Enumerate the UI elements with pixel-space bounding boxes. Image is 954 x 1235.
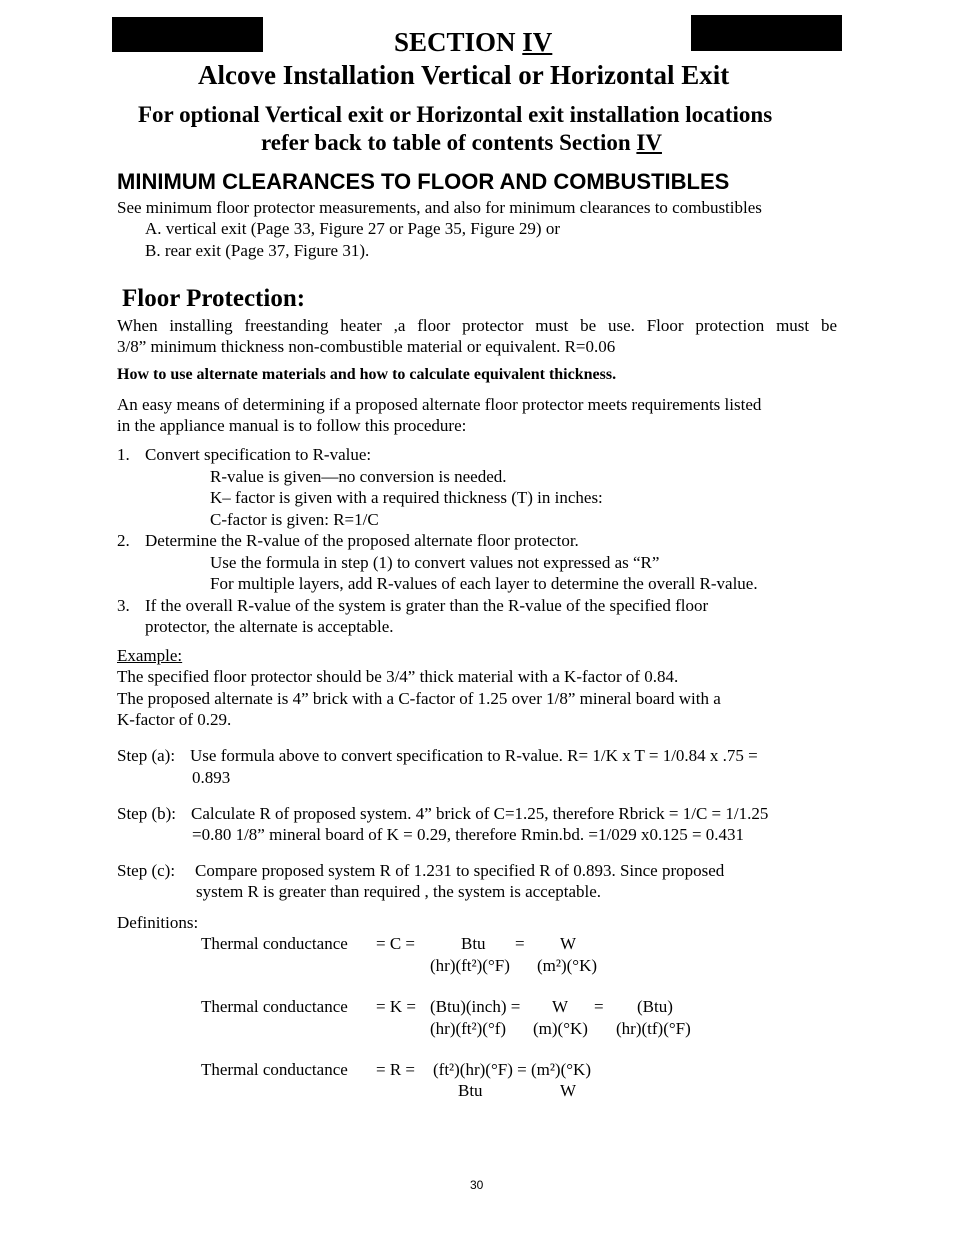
procedure-step-text: Determine the R-value of the proposed alternate floor protector. xyxy=(145,531,579,550)
procedure-intro-line-1: An easy means of determining if a proposed alternate floor protector meets requirements listed xyxy=(117,395,762,414)
subtitle-line-2 xyxy=(261,130,662,156)
floor-protection-para-line-1: When installing freestanding heater ,a floor protector must be use. Floor protection must be xyxy=(117,316,837,335)
formula-term: W xyxy=(560,1081,577,1100)
alternate-materials-heading: How to use alternate materials and how to calculate equivalent thickness. xyxy=(117,366,617,383)
formula-term: (hr)(tf)(°F) xyxy=(616,1019,691,1038)
procedure-substep: C-factor is given: R=1/C xyxy=(210,510,379,529)
step-line-1: Calculate R of proposed system. 4” brick of C=1.25, therefore Rbrick = 1/C = 1/1.25 xyxy=(191,804,769,823)
example-line-1: The specified floor protector should be 3/4” thick material with a K-factor of 0.84. xyxy=(117,667,679,686)
floor-protection-heading: Floor Protection: xyxy=(122,285,306,312)
definition-equals: = R = xyxy=(376,1060,416,1079)
page-title: Alcove Installation Vertical or Horizontal Exit xyxy=(198,60,730,90)
procedure-step-text: Convert specification to R-value: xyxy=(145,445,372,464)
procedure-substep: R-value is given—no conversion is needed. xyxy=(210,467,507,486)
definition-equals: = C = xyxy=(376,934,416,953)
formula-term: (hr)(ft²)(°F) xyxy=(430,956,510,975)
formula-term: Btu xyxy=(458,1081,483,1100)
floor-protection-para-line-2: 3/8” minimum thickness non-combustible material or equivalent. R=0.06 xyxy=(117,337,616,356)
step-line-2: system R is greater than required , the system is acceptable. xyxy=(196,882,602,901)
formula-term: = xyxy=(515,934,525,953)
redaction-bar-right xyxy=(691,15,842,51)
procedure-step-text-cont: protector, the alternate is acceptable. xyxy=(145,617,394,636)
subtitle-line-1: For optional Vertical exit or Horizontal exit installation locations xyxy=(138,102,773,127)
step-line-2: =0.80 1/8” mineral board of K = 0.29, therefore Rmin.bd. =1/029 x0.125 = 0.431 xyxy=(192,825,745,844)
subtitle-line-2-prefix: refer back to table of contents Section xyxy=(261,130,631,155)
example-line-2: The proposed alternate is 4” brick with a C-factor of 1.25 over 1/8” mineral board with a xyxy=(117,689,721,708)
formula-term: (Btu)(inch) = xyxy=(430,997,521,1016)
redaction-bar-left xyxy=(112,17,263,52)
clearances-intro: See minimum floor protector measurements, and also for minimum clearances to combustibles xyxy=(117,198,762,217)
step-line-2: 0.893 xyxy=(192,768,231,787)
example-line-3: K-factor of 0.29. xyxy=(117,710,232,729)
definition-name: Thermal conductance xyxy=(201,997,348,1016)
procedure-substep: K– factor is given with a required thickness (T) in inches: xyxy=(210,488,603,507)
procedure-number: 1. xyxy=(117,445,130,464)
procedure-step-text: If the overall R-value of the system is grater than the R-value of the specified floor xyxy=(145,596,709,615)
step-label: Step (b): xyxy=(117,804,177,823)
example-label: Example: xyxy=(117,646,183,665)
formula-term: (Btu) xyxy=(637,997,673,1016)
formula-term: W xyxy=(560,934,577,953)
section-heading xyxy=(394,27,552,58)
procedure-number: 2. xyxy=(117,531,130,550)
formula-term: W xyxy=(552,997,569,1016)
clearances-item-b: B. rear exit (Page 37, Figure 31). xyxy=(145,241,370,260)
procedure-number: 3. xyxy=(117,596,130,615)
subtitle-line-2-numeral: IV xyxy=(636,130,662,155)
formula-term: (ft²)(hr)(°F) = (m²)(°K) xyxy=(433,1060,591,1079)
definition-equals: = K = xyxy=(376,997,416,1016)
procedure-substep: Use the formula in step (1) to convert values not expressed as “R” xyxy=(210,553,660,572)
definition-name: Thermal conductance xyxy=(201,1060,348,1079)
step-label: Step (c): xyxy=(117,861,176,880)
formula-term: (m)(°K) xyxy=(533,1019,588,1038)
formula-term: (hr)(ft²)(°f) xyxy=(430,1019,507,1038)
formula-term: = xyxy=(594,997,604,1016)
definitions-label: Definitions: xyxy=(117,913,199,932)
procedure-intro-line-2: in the appliance manual is to follow this procedure: xyxy=(117,416,467,435)
step-line-1: Use formula above to convert specification to R-value. R= 1/K x T = 1/0.84 x .75 = xyxy=(190,746,758,765)
formula-term: Btu xyxy=(461,934,486,953)
clearances-item-a: A. vertical exit (Page 33, Figure 27 or Page 35, Figure 29) or xyxy=(145,219,560,238)
procedure-substep: For multiple layers, add R-values of each layer to determine the overall R-value. xyxy=(210,574,758,593)
definition-name: Thermal conductance xyxy=(201,934,348,953)
step-label: Step (a): xyxy=(117,746,176,765)
section-numeral: IV xyxy=(522,27,553,57)
section-prefix: SECTION xyxy=(394,27,516,57)
formula-term: (m²)(°K) xyxy=(537,956,598,975)
step-line-1: Compare proposed system R of 1.231 to specified R of 0.893. Since proposed xyxy=(195,861,725,880)
clearances-heading: MINIMUM CLEARANCES TO FLOOR AND COMBUSTIBLES xyxy=(117,169,730,194)
page-number: 30 xyxy=(470,1178,484,1192)
